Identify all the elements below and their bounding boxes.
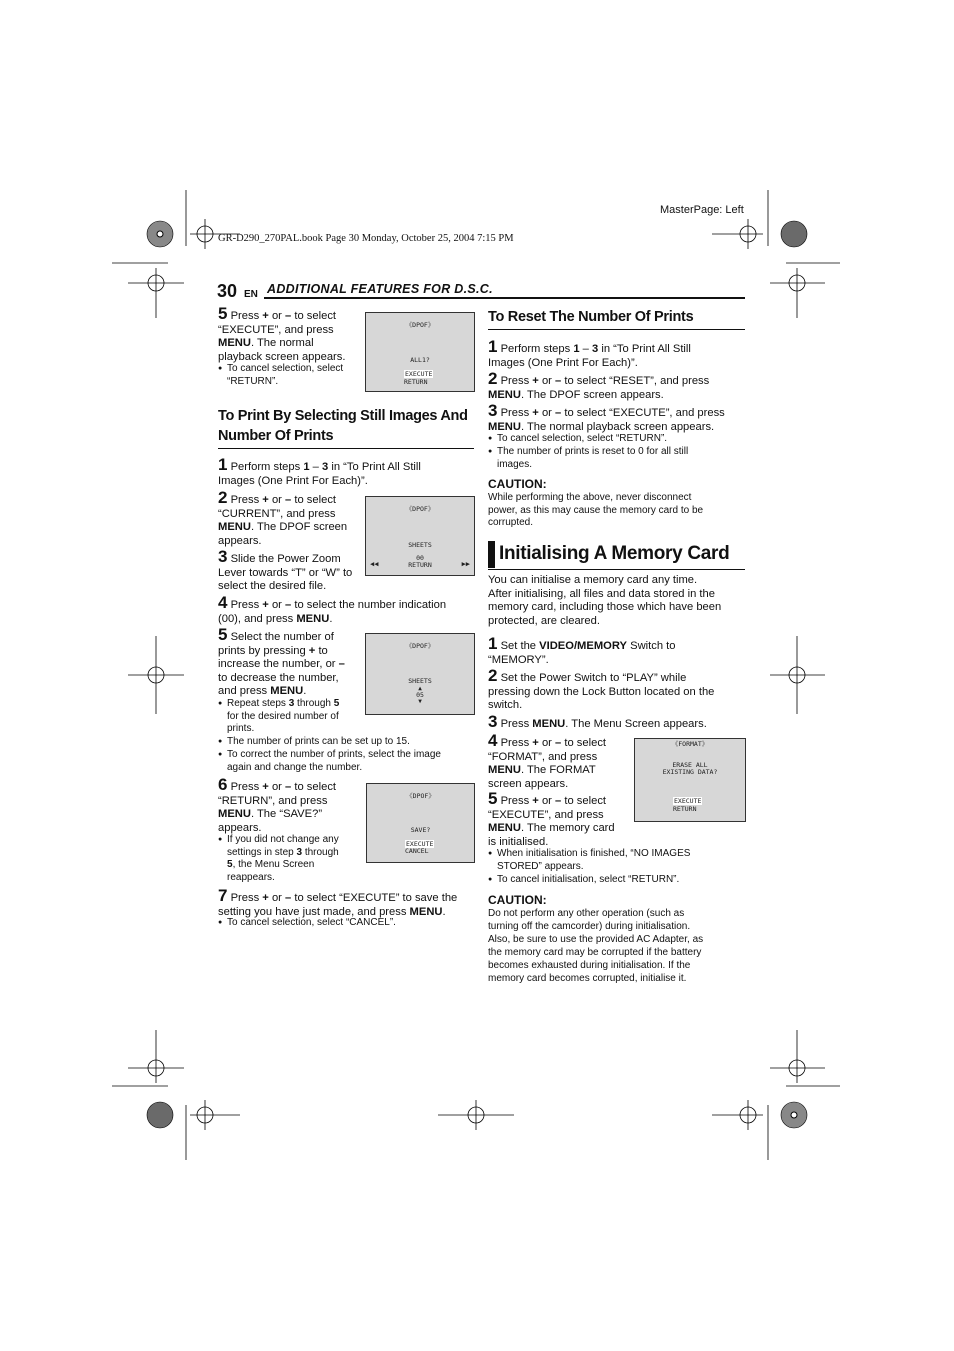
dpof-sheets-screen: 《DPOF》 SHEETS 00 RETURN ◀◀ ▶▶ bbox=[365, 496, 475, 576]
section-title: ADDITIONAL FEATURES FOR D.S.C. bbox=[267, 282, 493, 296]
step-7-save: 7 Press + or – to select “EXECUTE” to save the setting you have just made, and press MENU. bbox=[218, 886, 458, 918]
bullet-reset-cancel: ● To cancel selection, select “RETURN”. bbox=[497, 433, 667, 446]
step-6-return: 6 Press + or – to select “RETURN”, and press MENU. The “SAVE?” appears. bbox=[218, 775, 337, 834]
initialising-rule bbox=[488, 569, 745, 570]
step-4-number: 4 Press + or – to select the number indication (00), and press MENU. bbox=[218, 593, 447, 625]
init-step-3: 3 Press MENU. The Menu Screen appears. bbox=[488, 712, 707, 731]
initialising-heading: Initialising A Memory Card bbox=[499, 543, 730, 564]
init-step-4: 4 Press + or – to select “FORMAT”, and press MENU. The FORMAT screen appears. bbox=[488, 731, 607, 790]
bullet-repeat-steps: ● Repeat steps 3 through 5 for the desired number of prints. bbox=[227, 698, 357, 736]
bullet-no-images: ● When initialisation is finished, “NO IMAGES STORED” appears. bbox=[497, 848, 747, 873]
bullet-cancel-return: ● To cancel selection, select “RETURN”. bbox=[227, 363, 343, 388]
heading-bar bbox=[488, 541, 495, 568]
reset-step-2: 2 Press + or – to select “RESET”, and press MENU. The DPOF screen appears. bbox=[488, 369, 710, 401]
reset-heading-rule bbox=[488, 329, 745, 330]
print-select-heading: To Print By Selecting Still Images And Number Of Prints bbox=[218, 408, 468, 444]
down-arrow-icon: ▼ bbox=[418, 698, 422, 705]
page-number: 30 bbox=[217, 281, 238, 301]
initialise-intro: You can initialise a memory card any time. After initialising, all files and data stored in the memory card, including those which have been protected, are cleared. bbox=[488, 574, 722, 627]
caution-text-1: While performing the above, never disconnect power, as this may cause the memory card to be corrupted. bbox=[488, 492, 704, 529]
caution-label-1: CAUTION: bbox=[488, 477, 547, 491]
init-step-5: 5 Press + or – to select “EXECUTE”, and press MENU. The memory card is initialised. bbox=[488, 789, 615, 848]
heading-rule bbox=[218, 448, 474, 449]
reset-step-3: 3 Press + or – to select “EXECUTE”, and press MENU. The normal playback screen appears. bbox=[488, 401, 725, 433]
dpof-sheets-05-screen: 《DPOF》 SHEETS ▲ 05 ▼ bbox=[365, 633, 475, 715]
dpof-save-screen: 《DPOF》 SAVE? EXECUTE CANCEL bbox=[366, 783, 475, 863]
masterpage-label: MasterPage: Left bbox=[660, 204, 744, 216]
bullet-reset-zero: ● The number of prints is reset to 0 for all still images. bbox=[497, 446, 747, 471]
up-arrow-icon: ▲ bbox=[418, 685, 422, 692]
bullet-cancel-cancel: ● To cancel selection, select “CANCEL”. bbox=[227, 917, 396, 930]
caution-text-2: Do not perform any other operation (such as turning off the camcorder) during initialisation. Also, be sure to use the provided AC Adapter, as the memory card may be corrupted if the battery becomes exhausted during initialisation. If the memory card becomes corrupted, initialise it. bbox=[488, 908, 704, 984]
init-step-1: 1 Set the VIDEO/MEMORY Switch to “MEMORY”. bbox=[488, 634, 676, 666]
forward-icon: ▶▶ bbox=[461, 560, 470, 568]
bullet-correct-number: ● To correct the number of prints, select the image again and change the number. bbox=[227, 749, 477, 774]
step-1-perform: 1 Perform steps 1 – 3 in “To Print All Still Images (One Print For Each)”. bbox=[218, 455, 421, 487]
caution-label-2: CAUTION: bbox=[488, 893, 547, 907]
rewind-icon: ◀◀ bbox=[370, 560, 379, 568]
step-5-execute: 5 Press + or – to select “EXECUTE”, and press MENU. The normal playback screen appears. bbox=[218, 304, 346, 363]
bullet-cancel-init: ● To cancel initialisation, select “RETURN”. bbox=[497, 874, 679, 887]
book-info-line: GR-D290_270PAL.book Page 30 Monday, October 25, 2004 7:15 PM bbox=[218, 233, 514, 244]
bullet-max-15: ● The number of prints can be set up to 15. bbox=[227, 736, 410, 749]
step-3-zoom: 3 Slide the Power Zoom Lever towards “T” or “W” to select the desired file. bbox=[218, 547, 353, 593]
step-2-current: 2 Press + or – to select “CURRENT”, and press MENU. The DPOF screen appears. bbox=[218, 488, 348, 547]
dpof-all-screen: 《DPOF》 ALL1? EXECUTE RETURN bbox=[365, 312, 475, 392]
init-step-2: 2 Set the Power Switch to “PLAY” while pressing down the Lock Button located on the switch. bbox=[488, 666, 715, 712]
reset-heading: To Reset The Number Of Prints bbox=[488, 309, 694, 325]
format-screen: 《FORMAT》 ERASE ALL EXISTING DATA? EXECUTE RETURN bbox=[634, 738, 746, 822]
step-5-select-number: 5 Select the number of prints by pressing + to increase the number, or – to decrease the number, and press MENU. bbox=[218, 625, 345, 698]
bullet-no-change: ● If you did not change any settings in step 3 through 5, the Menu Screen reappears. bbox=[227, 834, 362, 884]
reset-step-1: 1 Perform steps 1 – 3 in “To Print All Still Images (One Print For Each)”. bbox=[488, 337, 691, 369]
language-code: EN bbox=[244, 289, 258, 300]
